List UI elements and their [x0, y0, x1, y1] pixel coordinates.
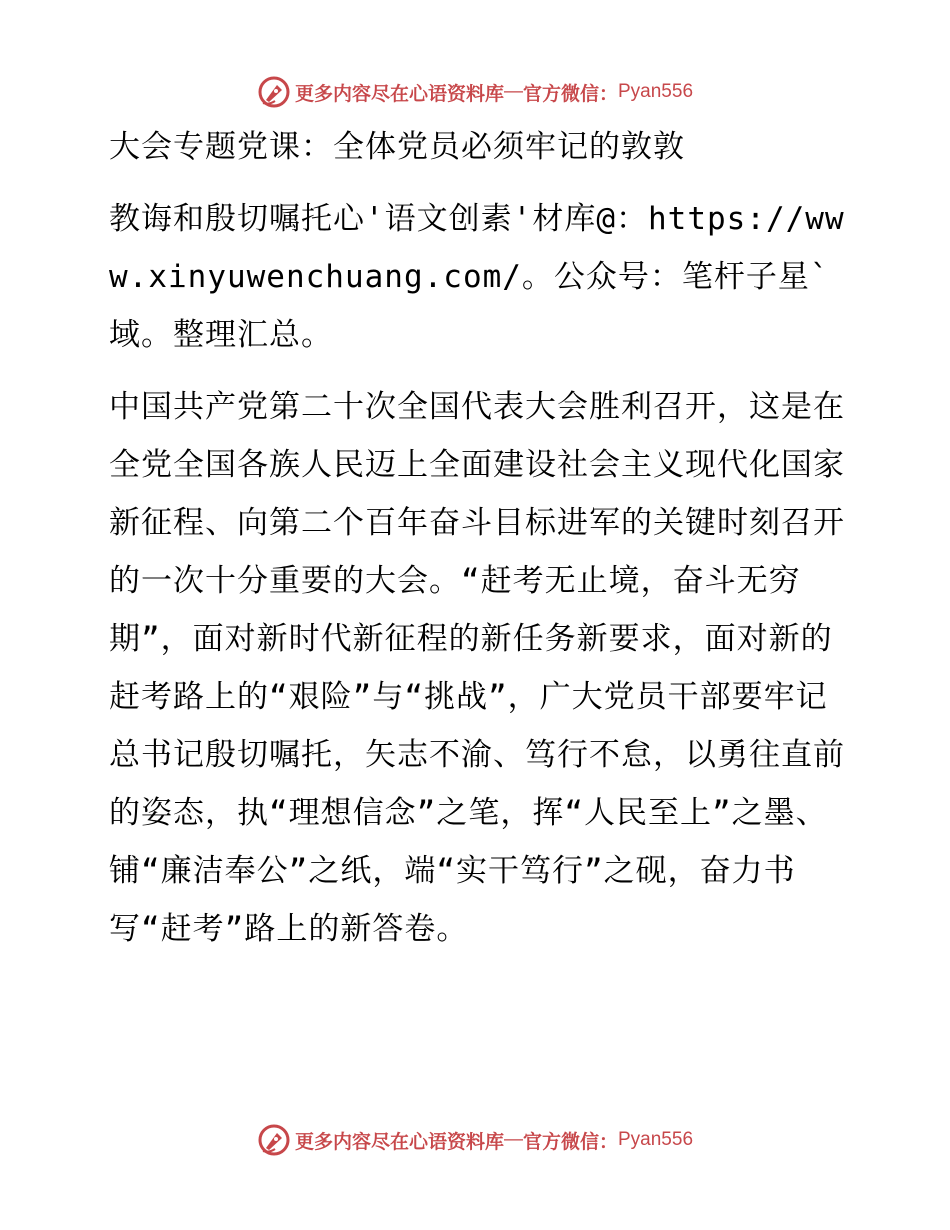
document-title: 大会专题党课：全体党员必须牢记的敦敦 — [109, 129, 685, 165]
banner-slogan: 更多内容尽在心语资料库 — [294, 82, 504, 105]
paragraph-main: 中国共产党第二十次全国代表大会胜利召开，这是在全党全国各族人民迈上全面建设社会主义现代化国家新征程、向第二个百年奋斗目标进军的关键时刻召开的一次十分重要的大会。“赶考无止境，奋斗无穷期”，面对新时代新征程的新任务新要求，面对新的赶考路上的“艰险”与“挑战”，广大党员干部要牢记总书记殷切嘱托，矢志不渝、笃行不怠，以勇往直前的姿态，执“理想信念”之笔，挥“人民至上”之墨、铺“廉洁奉公”之纸，端“实干笃行”之砚，奋力书写“赶考”路上的新答卷。 — [109, 389, 845, 947]
banner-slogan: 更多内容尽在心语资料库 — [294, 1130, 504, 1153]
pen-nib-icon — [257, 75, 291, 109]
pen-nib-icon — [257, 1123, 291, 1157]
header-banner — [0, 72, 950, 112]
document-body — [97, 118, 857, 958]
banner-label: 官方微信： — [522, 82, 618, 105]
banner-separator: — — [503, 81, 523, 102]
footer-banner — [0, 1120, 950, 1160]
banner-wechat-id: Pyan556 — [618, 81, 694, 102]
banner-separator: — — [503, 1129, 523, 1150]
paragraph-source-notice: 教诲和殷切嘱托心'语文创素'材库@：https://www.xinyuwenchuang.com/。公众号：笔杆子星`域。整理汇总。 — [109, 201, 845, 353]
banner-wechat-id: Pyan556 — [618, 1129, 694, 1150]
banner-label: 官方微信： — [522, 1130, 618, 1153]
